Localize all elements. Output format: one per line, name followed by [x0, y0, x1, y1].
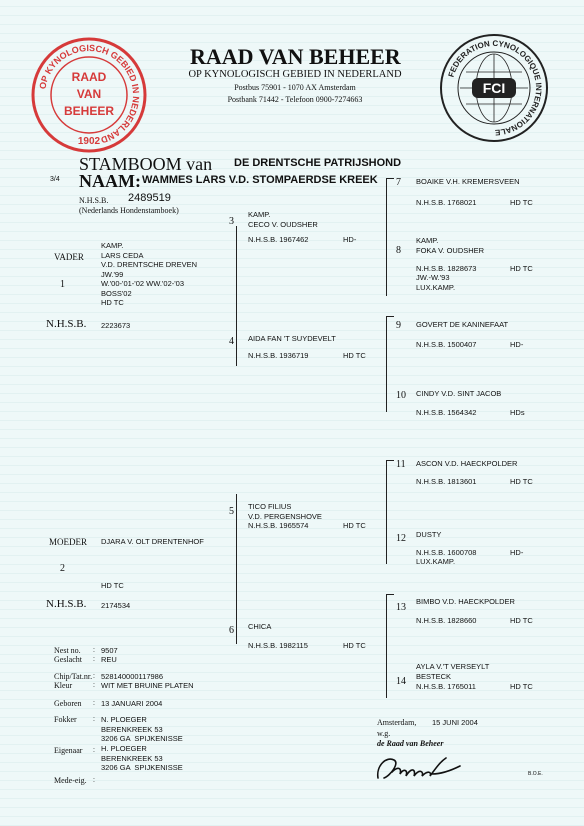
- vader-number: 1: [60, 279, 65, 290]
- gen3-12-extra: LUX.KAMP.: [416, 557, 456, 566]
- medeeig-label: Mede-eig.: [54, 776, 87, 785]
- geslacht-value: REU: [101, 655, 117, 664]
- gen2-4-name: AIDA FAN 'T SUYDEVELT: [248, 334, 336, 343]
- vader-label: VADER: [54, 252, 84, 262]
- gen2-6-hd: HD TC: [343, 641, 366, 650]
- nest-label: Nest no.: [54, 646, 81, 655]
- gen3-12-hd: HD-: [510, 548, 524, 557]
- gen3-12-nhsb: N.H.S.B. 1600708: [416, 548, 477, 557]
- eigenaar-label: Eigenaar: [54, 746, 83, 755]
- chip-value: 528140000117986: [101, 672, 164, 681]
- gen2-4-number: 4: [229, 336, 234, 347]
- gen3-9-number: 9: [396, 320, 401, 331]
- gen2-3-hd: HD-: [343, 235, 357, 244]
- gen3-7-nhsb: N.H.S.B. 1768021: [416, 198, 477, 207]
- nhsb-sub: (Nederlands Hondenstamboek): [79, 206, 179, 215]
- gen2-3-nhsb: N.H.S.B. 1967462: [248, 235, 309, 244]
- gen3-13-nhsb: N.H.S.B. 1828660: [416, 616, 477, 625]
- dog-name: WAMMES LARS V.D. STOMPAERDSE KREEK: [142, 174, 378, 186]
- bracket-sire: [236, 226, 237, 366]
- gen3-12-name: DUSTY: [416, 530, 442, 539]
- gen3-11-nhsb: N.H.S.B. 1813601: [416, 477, 477, 486]
- bracket-6: [386, 594, 387, 698]
- bracket-4: [386, 316, 387, 412]
- geboren-label: Geboren: [54, 699, 82, 708]
- fraction: 3/4: [50, 176, 60, 183]
- gen3-10-nhsb: N.H.S.B. 1564342: [416, 408, 477, 417]
- gen3-7-hd: HD TC: [510, 198, 533, 207]
- seal-right-center: FCI: [482, 80, 506, 96]
- sign-org: de Raad van Beheer: [377, 739, 444, 748]
- gen3-8-number: 8: [396, 245, 401, 256]
- seal-left-line2: VAN: [76, 87, 102, 101]
- gen3-13-number: 13: [396, 602, 406, 613]
- gen2-5-hd: HD TC: [343, 521, 366, 530]
- seal-left-ring-text: OP KYNOLOGISCH GEBIED IN NEDERLAND: [37, 42, 142, 146]
- gen3-8-name: KAMP. FOKA V. OUDSHER: [416, 236, 485, 255]
- gen3-9-name: GOVERT DE KANINEFAAT: [416, 320, 509, 329]
- gen3-9-nhsb: N.H.S.B. 1500407: [416, 340, 477, 349]
- moeder-hd: HD TC: [101, 581, 124, 590]
- moeder-name: DJARA V. OLT DRENTENHOF: [101, 537, 204, 546]
- gen2-6-name: CHICA: [248, 622, 272, 631]
- seal-right-ring-text: FEDERATION CYNOLOGIQUE INTERNATIONALE: [446, 38, 544, 138]
- geslacht-label: Geslacht: [54, 655, 82, 664]
- gen2-6-number: 6: [229, 625, 234, 636]
- seal-left-line3: BEHEER: [63, 104, 115, 118]
- chip-label: Chip/Tat.nr.: [54, 672, 93, 681]
- eigenaar-value: H. PLOEGER BERENKREEK 53 3206 GA SPIJKENISSE: [101, 744, 183, 772]
- seal-left-line1: RAAD: [71, 70, 107, 84]
- gen3-10-hd: HDs: [510, 408, 525, 417]
- gen3-10-name: CINDY V.D. SINT JACOB: [416, 389, 502, 398]
- seal-left-year: 1902: [77, 136, 101, 147]
- vader-lines: KAMP. LARS CEDA V.D. DRENTSCHE DREVEN JW.'99 W.'00-'01-'02 WW.'02-'03 BOSS'02 HD TC: [101, 241, 197, 307]
- gen2-4-hd: HD TC: [343, 351, 366, 360]
- gen2-6-nhsb: N.H.S.B. 1982115: [248, 641, 308, 650]
- geboren-value: 13 JANUARI 2004: [101, 699, 163, 708]
- gen3-8-hd: HD TC: [510, 264, 533, 273]
- header-title: RAAD VAN BEHEER: [190, 44, 401, 69]
- moeder-nhsb: 2174534: [101, 601, 131, 610]
- gen3-8-extra: JW.-W.'93 LUX.KAMP.: [416, 273, 456, 292]
- gen2-3-name: KAMP. CECO V. OUDSHER: [248, 210, 318, 229]
- kleur-value: WIT MET BRUINE PLATEN: [101, 681, 194, 690]
- gen3-13-hd: HD TC: [510, 616, 533, 625]
- gen3-12-number: 12: [396, 533, 406, 544]
- pedigree-certificate: OP KYNOLOGISCH GEBIED IN NEDERLAND RAAD VAN BEHEER 1902 FEDERATION CYNOLOGIQUE INTERNATIONALE FCI RAAD VAN BEHEER OP KYNOLOGISCH GEBIED IN NEDERLAND Postbus 75901 - 1070 AX Amsterdam Postbank 71442 - Telefoon 0900-7274663 3/4 STAMBOOM van DE DRENTSCHE PATRIJSHOND NAAM: WAMMES LARS V.D. STOMPAERDSE KREEK N.H.S.B. 2489519 (Nederlands Hondenstamboek) VADER 1 KAMP. LARS CEDA V.D. DRENTSCHE DREVEN JW.'99 W.'00-'01-'02 WW.'02-'03 BOSS'02 HD TC N.H.S.B. 2223673 MOEDER DJARA V. OLT DRENTENHOF 2 HD TC N.H.S.B. 2174534 3 KAMP. CECO V. OUDSHER N.H.S.B. 1967462 HD- 4 AIDA FAN 'T SUYDEVELT N.H.S.B. 1936719 HD TC 5 TICO FILIUS V.D. PERGENSHOVE N.H.S.B. 1965574 HD TC 6 CHICA N.H.S.B. 1982115 HD TC 7 BOAIKE V.H. KREMERSVEEN N.H.S.B. 1768021 HD TC 8 KAMP. FOKA V. OUDSHER N.H.S.B. 1828673 HD TC JW.-W.'93 LUX.KAMP. 9 GOVERT DE KANINEFAAT N.H.S.B. 1500407 HD- 10 CINDY V.D. SINT JACOB N.H.S.B. 1564342 HDs 11 ASCON V.D. HAECKPOLDER N.H.S.B. 1813601 HD TC 12 DUSTY N.H.S.B. 1600708 HD- LUX.KAMP. 13 BIMBO V.D. HAECKPOLDER N.H.S.B. 1828660 HD TC 14 AYLA V.'T VERSEYLT BESTECK N.H.S.B. 1765011 HD TC Nest no. : 9507 Geslacht : REU Chip/Tat.nr. : 528140000117986 Kleur : WIT MET BRUINE PLATEN Geboren : 13 JANUARI 2004 Fokker : N. PLOEGER BERENKREEK 53 3206 GA SPIJKENISSE Eigenaar : H. PLOEGER BERENKREEK 53 3206 GA SPIJKENISSE Mede-eig. : Amsterdam, 15 JUNI 2004 w.g. de Raad van Beheer B.O.E.: [0, 0, 584, 826]
- sign-date: 15 JUNI 2004: [432, 718, 478, 727]
- gen3-9-hd: HD-: [510, 340, 524, 349]
- moeder-number: 2: [60, 563, 65, 574]
- gen3-7-number: 7: [396, 177, 401, 188]
- fci-seal: [438, 32, 550, 144]
- gen3-11-number: 11: [396, 459, 406, 470]
- gen2-4-nhsb: N.H.S.B. 1936719: [248, 351, 309, 360]
- gen2-5-number: 5: [229, 506, 234, 517]
- gen3-11-hd: HD TC: [510, 477, 533, 486]
- gen3-7-name: BOAIKE V.H. KREMERSVEEN: [416, 177, 520, 186]
- gen3-10-number: 10: [396, 390, 406, 401]
- bracket-dam: [236, 494, 237, 644]
- gen2-3-number: 3: [229, 216, 234, 227]
- vader-nhsb: 2223673: [101, 321, 131, 330]
- gen3-14-name: AYLA V.'T VERSEYLT BESTECK: [416, 662, 490, 681]
- header-subtitle: OP KYNOLOGISCH GEBIED IN NEDERLAND: [188, 69, 402, 80]
- bracket-3: [386, 178, 387, 296]
- nhsb-label: N.H.S.B.: [79, 196, 109, 205]
- bracket-5: [386, 460, 387, 564]
- gen3-13-name: BIMBO V.D. HAECKPOLDER: [416, 597, 515, 606]
- gen3-11-name: ASCON V.D. HAECKPOLDER: [416, 459, 518, 468]
- moeder-label: MOEDER: [49, 537, 87, 547]
- gen3-14-nhsb: N.H.S.B. 1765011: [416, 682, 476, 691]
- vader-nhsb-label: N.H.S.B.: [46, 318, 87, 330]
- gen2-5-name: TICO FILIUS V.D. PERGENSHOVE: [248, 502, 322, 521]
- gen3-14-number: 14: [396, 676, 406, 687]
- header-address2: Postbank 71442 - Telefoon 0900-7274663: [227, 95, 363, 104]
- naam-label: NAAM:: [79, 171, 141, 191]
- sign-place: Amsterdam,: [377, 718, 417, 727]
- gen2-5-nhsb: N.H.S.B. 1965574: [248, 521, 309, 530]
- breed: DE DRENTSCHE PATRIJSHOND: [234, 157, 402, 169]
- kleur-label: Kleur: [54, 681, 73, 690]
- gen3-14-hd: HD TC: [510, 682, 533, 691]
- stamboom-label: STAMBOOM van: [79, 154, 213, 174]
- header-address1: Postbus 75901 - 1070 AX Amsterdam: [234, 83, 356, 92]
- nhsb-value: 2489519: [128, 192, 171, 204]
- gen3-8-nhsb: N.H.S.B. 1828673: [416, 264, 477, 273]
- raad-van-beheer-seal: [30, 36, 148, 154]
- moeder-nhsb-label: N.H.S.B.: [46, 598, 87, 610]
- sign-code: B.O.E.: [528, 771, 543, 777]
- nest-value: 9507: [101, 646, 118, 655]
- handwritten-signature: [372, 748, 464, 786]
- sign-wg: w.g.: [377, 729, 391, 738]
- fokker-value: N. PLOEGER BERENKREEK 53 3206 GA SPIJKENISSE: [101, 715, 183, 743]
- fokker-label: Fokker: [54, 715, 77, 724]
